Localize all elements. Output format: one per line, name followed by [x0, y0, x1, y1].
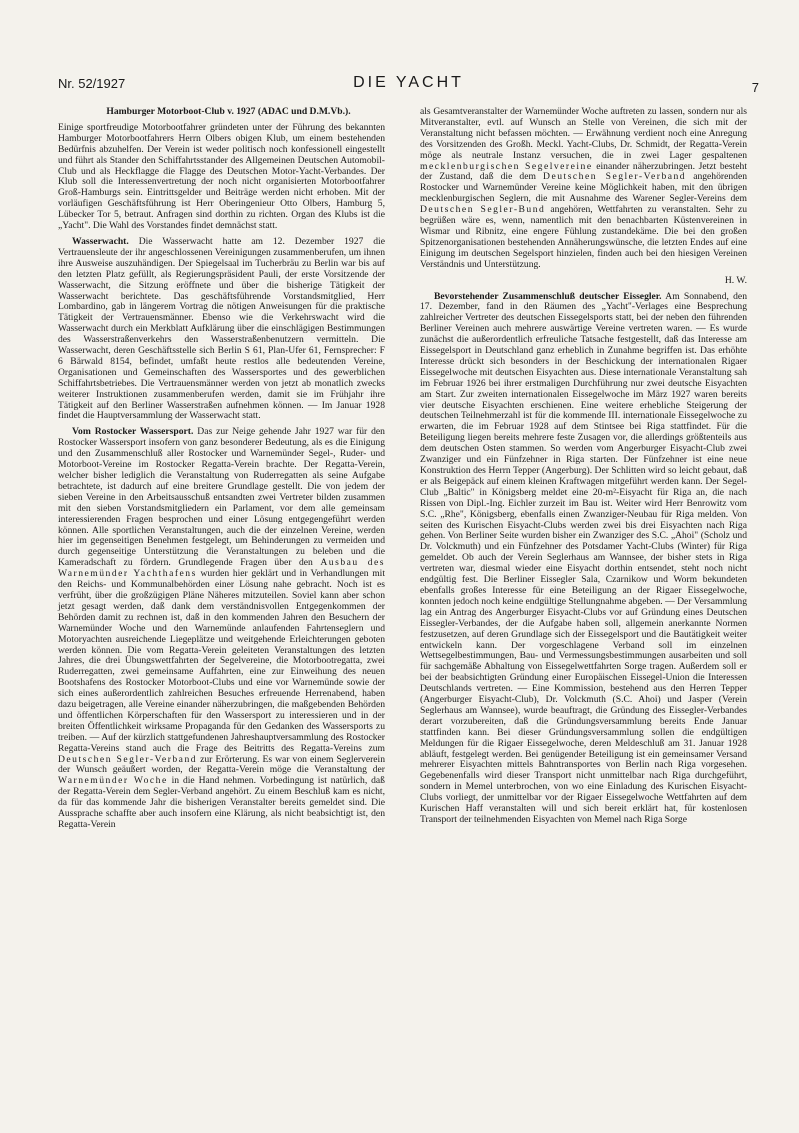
page-header [58, 74, 759, 96]
wasserwacht-text: Die Wasserwacht hatte am 12. Dezember 1927 die Vertrauensleute der ihr angeschlossenen Vereinigungen zusammenberufen, um ihnen ihre Ausweise auszuhändigen. Der Spiegelsaal im Tucherbräu zu Berlin war bis auf den letzten Platz gefüllt, als Regierungspräsident Pauli, der erste Vorsitzende der Wasserwacht, die Sitzung eröffnete und über die bisherige Tätigkeit der Wasserwacht berichtete. Das geschäftsführende Vorstandsmitglied, Herr Lombardino, gab in längerem Vortrag die nötigen Anweisungen für die praktische Tätigkeit der Vertrauensmänner. Ebenso wie die Verkehrswacht wird die Wasserwacht durch ein Merkblatt Aufklärung über die einschlägigen Bestimmungen des Wasserstraßenverkehrs den Wasserstraßenbenutzern vermitteln. Die Wasserwacht, deren Geschäftsstelle sich Berlin S 61, Plan-Ufer 61, Fernsprecher: F 6 Bärwald 8154, befindet, umfaßt heute restlos alle bedeutenden Vereine, Organisationen und Gemeinschaften des Wassersportes und des gewerblichen Schiffahrtsbetriebes. Die Vertrauensmänner werden von jetzt ab monatlich zwecks weiterer Instruktionen zusammenberufen werden, damit sie im Frühjahr ihre Tätigkeit auf den Berliner Wasserstraßen aufnehmen können. — Im Januar 1928 findet die Hauptversammlung der Wasserwacht statt. [58, 235, 385, 422]
eissegler-paragraph [420, 292, 747, 826]
eissegler-text: Am Sonnabend, den 17. Dezember, fand in den Räumen des „Yacht"-Verlages eine Besprechung zahlreicher Vertreter des deutschen Eissegelsports statt, bei der neben den führenden Berliner Vereinen auch mehrere auswärtige Vereine vertreten waren. — Es wurde zunächst die außerordentlich erfreuliche Tatsache festgestellt, daß das Interesse am Eissegelsport in Deutschland ganz erheblich in Zunahme begriffen ist. Das erhöhte Interesse drückt sich besonders in der Beschickung der internationalen Rigaer Eissegelwoche mit deutschen Eisyachten aus. Diese internationale Veranstaltung sah im Februar 1926 bei ihrer erstmaligen Durchführung nur zwei deutsche Eisyachten am Start. Zur zweiten internationalen Eissegelwoche im März 1927 waren bereits vier deutsche Eisyachten erschienen. Eine weitere erhebliche Steigerung der deutschen Teilnehmerzahl ist für die kommende III. internationale Eissegelwoche zu erwarten, die im Februar 1928 auf dem Stintsee bei Riga stattfindet. Für die Beteiligung liegen bereits mehrere feste Zusagen vor, die allerdings größtenteils aus dem deutschen Osten stammen. So werden vom Angerburger Eisyacht-Club zwei Zwanziger und ein Fünfzehner in Riga starten. Der Fünfzehner ist eine neue Konstruktion des Herrn Tepper (Angerburg). Der Schlitten wird so leicht gebaut, daß er als Beigepäck auf einem kleinen Kraftwagen mitgeführt werden kann. Der Segel-Club „Baltic" in Königsberg meldet eine 20-m²-Eisyacht für Riga an, die nach Rissen von Dipl.-Ing. Eichler zurzeit im Bau ist. Weiter wird Herr Benrowitz vom S.C. „Rhe", Königsberg, ebenfalls einen Zwanziger-Neubau für Riga melden. Von seiten des Kurischen Eisyacht-Clubs werden zwei bis drei Eisyachten nach Riga gehen. Von Berliner Seite wurden bisher ein Zwanziger des S.C. „Ahoi" (Scholz und Dr. Volckmuth) und ein Fünfzehner des Potsdamer Yacht-Clubs (Winter) für Riga gemeldet. Ob auch der Verein Seglerhaus am Wannsee, der bisher stets in Riga vertreten war, diesmal wieder eine Eisyacht dorthin entsendet, steht noch nicht endgültig fest. Die Berliner Eissegler Sala, Czarnikow und Worm bekundeten ebenfalls großes Interesse für eine Beteiligung an der Rigaer Eissegelwoche, konnten jedoch noch keine endgültige Stellungnahme abgeben. — Der Versammlung lag ein Antrag des Angerburger Eisyacht-Clubs vor auf Gründung eines Deutschen Eissegler-Verbandes, der die Aufgabe haben soll, allgemein anerkannte Normen festzusetzen, auf deren Grundlage sich der Eissegelsport und die Bautätigkeit weiter entwickeln kann. Der vorgeschlagene Verband soll im einzelnen Wettsegelbestimmungen, Bau- und Vermessungsbestimmungen ausarbeiten und soll für sachgemäße Abhaltung von Eissegelwettfahrten Sorge tragen. Außerdem soll er bei der beabsichtigten Gründung einer Europäischen Eissegel-Union die Interessen Deutschlands vertreten. — Eine Kommission, bestehend aus den Herren Tepper (Angerburger Eisyacht-Club), Dr. Volckmuth (S.C. Ahoi) und Jasper (Verein Seglerhaus am Wannsee), wurde beauftragt, die Gründung des Eissegler-Verbandes derart vorzubereiten, daß die Gründungsversammlung bereits Ende Januar stattfinden kann. Bei dieser Gründungsversammlung sollen die endgültigen Meldungen für die Rigaer Eissegelwoche, deren Meldeschluß am 31. Januar 1928 abläuft, festgelegt werden. Bei genügender Beteiligung ist ein gemeinsamer Versand mehrerer Eisyachten mittels Bahntransportes von Berlin nach Riga vorgesehen. Gegebenenfalls wird dieser Transport nicht unmittelbar nach Riga durchgeführt, sondern in Memel unterbrochen, von wo eine Einladung des Kurischen Eisyacht-Clubs vorliegt, der unmittelbar vor der Rigaer Eissegelwoche Wettfahrten auf dem Kurischen Haff veranstalten will und sich bereit erklärt hat, für kostenlosen Transport der teilnehmenden Eisyachten von Memel nach Riga Sorge [420, 290, 747, 825]
club-paragraph: Einige sportfreudige Motorbootfahrer gründeten unter der Führung des bekannten Hamburger Motorbootfahrers Herrn Olbers obigen Klub, um einem bestehenden Bedürfnis abzuhelfen. Der Verein ist weder politisch noch konfessionell eingestellt und führt als Stander den Schiffahrtsstander des Allgemeinen Deutschen Automobil-Club und als Heckflagge die Flagge des Deutschen Motor-Yacht-Verbandes. Der Klub soll die Interessenvertretung der noch nicht organisierten Motorbootfahrer Groß-Hamburgs sein. Eintrittsgelder und Beiträge werden nicht erhoben. Mit der vorläufigen Geschäftsführung ist Herr Oberingenieur Otto Olbers, Hamburg 5, Lübecker Tor 5, betraut. Anfragen sind dorthin zu richten. Organ des Klubs ist die „Yacht". Die Wahl des Vorstandes findet demnächst statt. [58, 121, 385, 232]
rostock-text-1: Das zur Neige gehende Jahr 1927 war für den Rostocker Wassersport insofern von ganz besonderer Bedeutung, als es die Einigung und den Zusammenschluß aller Rostocker und Warnemünder Segel-, Ruder- und Motorboot-Vereine im Rostocker Regatta-Verein brachte. Der Regatta-Verein, welcher bisher lediglich die Veranstaltung von Ruderregatten als seine Aufgabe betrachtete, ist dadurch auf eine breitere Grundlage gestellt. Die von jedem der sieben Vereine in den Arbeitsausschuß entsandten zwei Vertreter bilden zusammen mit den sieben Vorstandsmitgliedern ein Parlament, vor dem alle gemeinsam interessierenden Fragen besprochen und einer Lösung entgegengeführt werden können. Alle sportlichen Veranstaltungen, auch die der einzelnen Vereine, werden hier im gegenseitigen Benehmen festgelegt, um Behinderungen zu vermeiden und durch gegenseitige Unterstützung die Veranstaltungen zu beleben und die Kameradschaft zu fördern. Grundlegende Fragen über den [58, 426, 385, 569]
rostock-text-2: wurden hier geklärt und in Verhandlungen mit den Reichs- und Kommunalbehörden einer Lösung nahe gebracht. Noch ist es verfrüht, über die großzügigen Pläne Näheres mitzuteilen. Soviel kann aber schon jetzt gesagt werden, daß dank dem verständnisvollen Entgegenkommen der Behörden damit zu rechnen ist, daß in den kommenden Jahren den Besuchern der Warnemünder Woche und den Warnemünde anlaufenden Fahrtenseglern und Motoryachten ausreichende Liegeplätze und weitgehende Erleichterungen geboten werden können. Die vom Regatta-Verein geleiteten Veranstaltungen des letzten Jahres, die drei Übungswettfahrten der Segelvereine, die Motorbootregatta, zwei Ruderregatten, zwei gemeinsame Auffahrten, eine zur Einweihung des neuen Bootshafens des Rostocker Motorboot-Clubs und eine vor Warnemünde sowie der sich eines außerordentlich zahlreichen Besuches erfreuende Herrenabend, haben dazu beigetragen, alle Vereine einander näherzubringen, die maßgebenden Behörden und öffentlichen Körperschaften für den Wassersport zu interessieren und in der breiten Öffentlichkeit wirksame Propaganda für den Gedanken des Wassersports zu treiben. — Auf der kürzlich stattgefundenen Jahreshauptversammlung des Rostocker Regatta-Vereins stand auch die Frage des Beitritts des Regatta-Vereins zum [58, 568, 385, 754]
rostock-cont-spaced-1: mecklenburgischen Segelvereine [420, 160, 593, 172]
rostock-spaced-2: Deutschen Segler-Verband [58, 753, 198, 765]
rostock-text-4: in die Hand nehmen. Vorbedingung ist natürlich, daß der Regatta-Verein dem Segler-Verband angehört. Zu einem Beschluß kam es nicht, da für das kommende Jahr die bisherigen Veranstalter bereits gemeldet sind. Die Aussprache schaffte aber auch insofern eine Klärung, als nicht beabsichtigt ist, den Regatta-Verein [58, 775, 385, 830]
page-number: 7 [751, 80, 759, 95]
eissegler-lead: Bevorstehender Zusammenschluß deutscher Eissegler. [434, 290, 662, 302]
issue-number: Nr. 52/1927 [58, 76, 126, 91]
rostock-cont-4: angehören, Wettfahrten zu veranstalten. Sehr zu begrüßen wäre es, wenn, namentlich mit den benachbarten Küstenvereinen in Wismar und Ribnitz, eine engere Fühlung zustandekäme. Die bei den großen Spitzenorganisationen bestehenden Annäherungswünsche, die letzten Endes auf eine Einigung im deutschen Segelsport hinzielen, finden auch bei den hiesigen Vereinen Verständnis und Unterstützung. [420, 204, 748, 270]
rostock-spaced-3: Warnemünder Woche [58, 775, 168, 787]
rostock-signature: H. W. [724, 274, 747, 286]
rostock-paragraph [58, 427, 385, 831]
rostock-text-3: zur Erörterung. Es war von einem Seglerverein der Wunsch geäußert worden, der Regatta-Verein möge die Veranstaltung der [58, 753, 386, 776]
club-heading: Hamburger Motorboot-Club v. 1927 (ADAC und D.M.Vb.). [106, 106, 351, 117]
rostock-cont-spaced-2: Deutschen Segler-Verband [543, 171, 687, 183]
magazine-title: DIE YACHT [353, 74, 464, 91]
rostock-cont-2: einander näherzubringen. Jetzt besteht der Zustand, daß die dem [420, 160, 748, 183]
right-column [420, 107, 747, 831]
wasserwacht-lead: Wasserwacht. [72, 235, 129, 247]
rostock-cont-spaced-3: Deutschen Segler-Bund [420, 204, 546, 216]
rostock-continuation [420, 107, 747, 271]
wasserwacht-paragraph [58, 237, 385, 422]
rostock-spaced-1: Ausbau des Warnemünder Yachthafens [58, 557, 385, 580]
left-column [58, 107, 385, 836]
rostock-cont-1: als Gesamtveranstalter der Warnemünder Woche auftreten zu lassen, sondern nur als Mitveranstalter, evtl. auf Wunsch an Stelle von Vereinen, die sich mit der Veranstaltung nicht befassen möchten. — Erwähnung verdient noch eine Anregung des Vorsitzenden des Großh. Meckl. Yacht-Clubs, Dr. Schmidt, der Regatta-Verein möge als neutrale Instanz versuchen, die in zwei Lager gespaltenen [420, 106, 747, 161]
rostock-cont-3: angehörenden Rostocker und Warnemünder Vereine keine Möglichkeit haben, mit den übrigen mecklenburgischen Seglern, die mit Ausnahme des Warener Segler-Vereins dem [420, 171, 747, 205]
rostock-lead: Vom Rostocker Wassersport. [72, 426, 194, 438]
